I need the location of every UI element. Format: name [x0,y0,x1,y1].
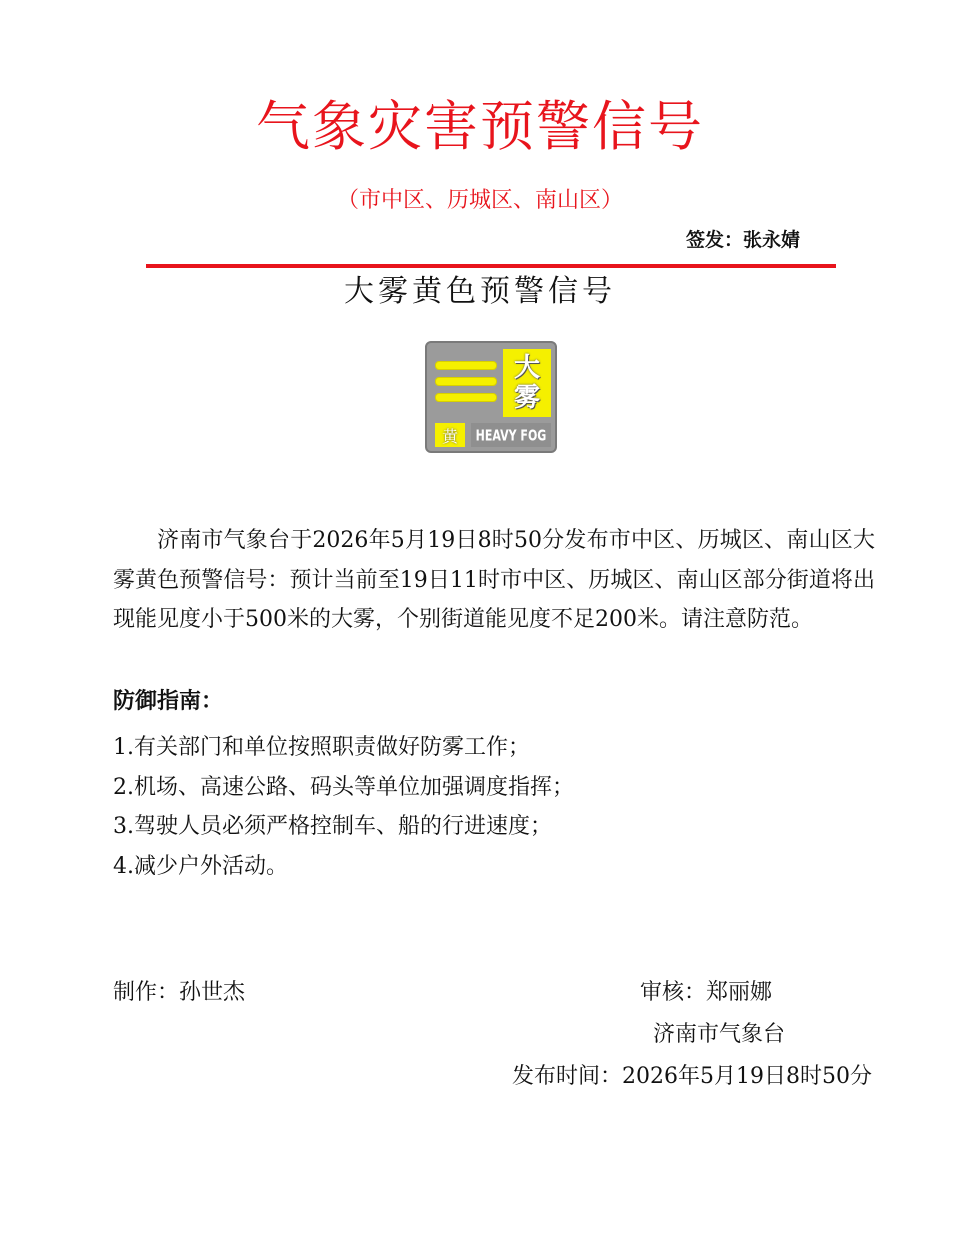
guide-item: 4.减少户外活动。 [113,853,288,879]
icon-hanzi-top: 大 [513,353,540,383]
publish-time: 发布时间：2026年5月19日8时50分 [512,1064,872,1089]
organization-name: 济南市气象台 [653,1022,786,1047]
signal-bar [435,393,497,402]
guide-item: 3.驾驶人员必须严格控制车、船的行进速度； [113,814,552,839]
signal-bars [435,355,497,407]
document-title: 气象灾害预警信号 [256,95,704,158]
icon-english-box [471,423,551,447]
icon-color-box [435,423,465,447]
guide-list [113,728,873,886]
icon-hanzi-bottom: 雾 [513,383,540,413]
issuer-signature: 签发：张永婧 [685,229,800,251]
warning-paragraph: 济南市气象台于2026年5月19日8时50分发布市中区、历城区、南山区大雾黄色预警信号：预计当前至19日11时市中区、历城区、南山区部分街道将出现能见度小于500米的大雾，个别街道能见度不足200米。请注意防范。 [113,528,875,632]
icon-hanzi-box [503,349,551,417]
reviewer-label: 审核：郑丽娜 [640,980,773,1005]
signal-bar [435,361,497,370]
guide-item: 2.机场、高速公路、码头等单位加强调度指挥； [113,774,574,800]
maker-label: 制作：孙世杰 [113,980,246,1005]
icon-color-char: 黄 [441,426,458,446]
heavy-fog-yellow-icon [425,341,557,453]
guide-title: 防御指南： [113,689,224,714]
guide-item: 1.有关部门和单位按照职责做好防雾工作； [113,735,530,760]
header-divider [146,264,836,268]
signal-title: 大雾黄色预警信号 [344,274,616,309]
region-subtitle: （市中区、历城区、南山区） [336,188,623,213]
signal-bar [435,377,497,386]
icon-english-label: HEAVY FOG [475,425,547,445]
